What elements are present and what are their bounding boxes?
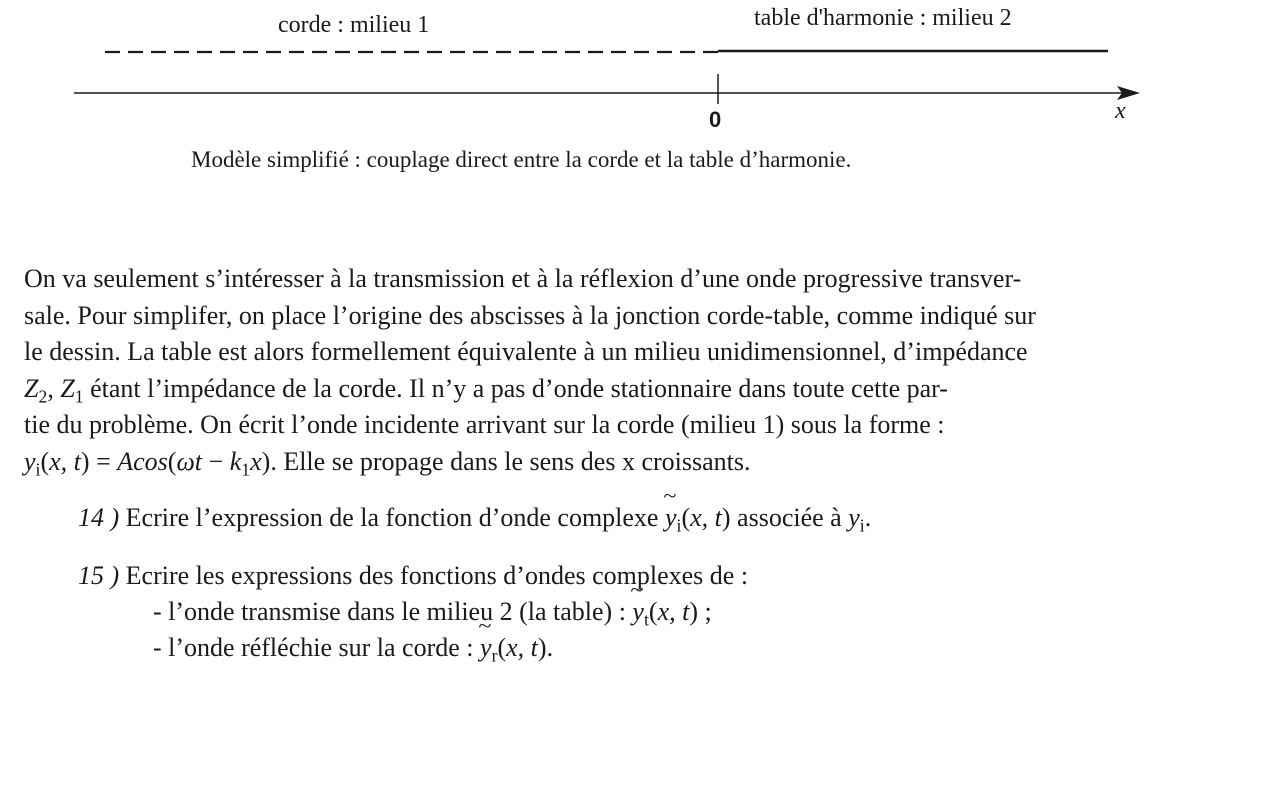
paragraph-line: sale. Pour simplifer, on place l’origine des abscisses à la jonction corde-table, comme indiqué sur: [24, 300, 1036, 330]
question-15-item-reflected: - l’onde réfléchie sur la corde : ~ $y_r(x$, t).: [153, 633, 553, 663]
origin-label: 0: [709, 107, 722, 132]
math-complex-transmitted: ~ $y_t(x$, t): [632, 597, 698, 626]
question-15-item-transmitted: - l’onde transmise dans le milieu 2 (la table) : ~ $y_t(x$, t) ;: [153, 597, 712, 627]
medium2-label: table d'harmonie : milieu 2: [754, 5, 1012, 31]
math-complex-incident: ~ $y_i(x$, t): [665, 503, 731, 532]
medium1-label: corde : milieu 1: [278, 12, 430, 38]
main-paragraph: [24, 261, 1238, 480]
paragraph-line: On va seulement s’intéresser à la transmission et à la réflexion d’une onde progressive transver-: [24, 264, 1022, 293]
math-incident-wave: $y_i(x$, $t) = Acos(\omega t - k_1x)$: [24, 446, 271, 480]
math-complex-reflected: ~ $y_r(x$, t): [480, 633, 547, 662]
paragraph-line: le dessin. La table est alors formellement équivalente à un milieu unidimensionnel, d’impédance: [24, 337, 1028, 366]
paragraph-line: tie du problème. On écrit l’onde incidente arrivant sur la corde (milieu 1) sous la forme :: [24, 410, 945, 439]
math-z1: $Z_1$: [60, 373, 84, 407]
question-text: Ecrire l’expression de la fonction d’onde complexe: [125, 503, 659, 532]
math-yi: $y_i$: [848, 503, 865, 536]
math-z2: $Z_2$: [24, 373, 48, 407]
paragraph-line: $Z_2$, $Z_1$ étant l’impédance de la corde. Il n’y a pas d’onde stationnaire dans toute cette par-: [24, 373, 948, 407]
question-text: Ecrire les expressions des fonctions d’ondes complexes de :: [125, 561, 749, 590]
axis-x-label: x: [1115, 98, 1126, 124]
question-number: 14 ): [78, 503, 120, 532]
question-15: [78, 561, 748, 591]
paragraph-line: $y_i(x$, $t) = Acos(\omega t - k_1x)$. Elle se propage dans le sens des x croissants.: [24, 446, 751, 480]
figure-caption: Modèle simplifié : couplage direct entre la corde et la table d’harmonie.: [191, 147, 852, 172]
question-number: 15 ): [78, 561, 120, 590]
question-14: 14 ) Ecrire l’expression de la fonction d’onde complexe ~ $y_i(x$, t) associée à $y_i$.: [78, 503, 871, 533]
